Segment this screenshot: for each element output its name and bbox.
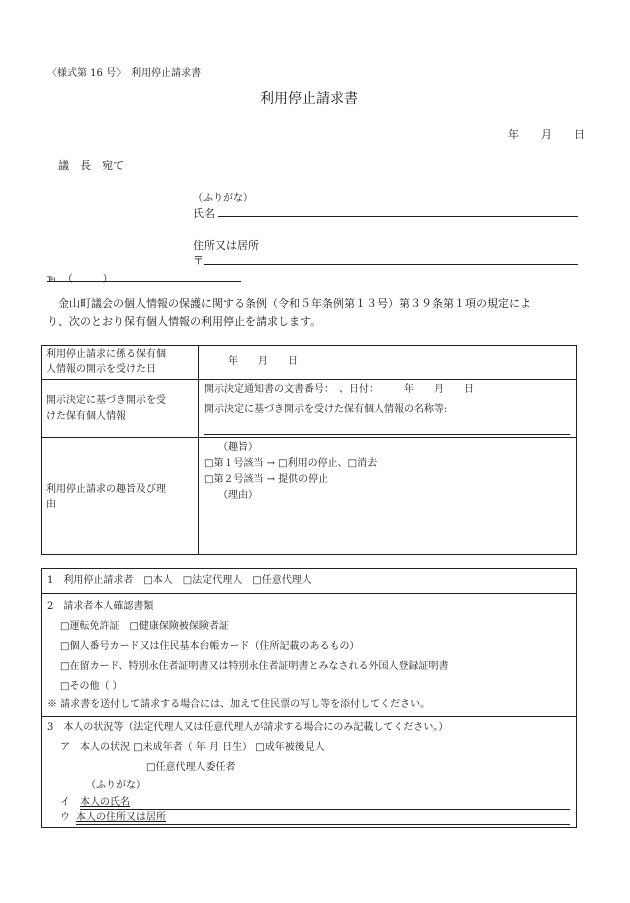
row3-reason-label: （理由） [218,490,258,501]
section3-title: 3 本人の状況等（法定代理人又は任意代理人が請求する場合にのみ記載してください。） [47,722,449,733]
row3-purpose-label: （趣旨） [218,442,258,453]
section2-title: 2 請求者本人確認書類 [47,601,154,612]
lower-table-sep-1 [41,593,577,594]
row1-label-line1: 利用停止請求に係る保有個 [46,349,166,360]
row3-option-2[interactable]: □第２号該当 → 提供の停止 [204,474,329,485]
row2-name-field[interactable] [204,434,570,435]
section3-address-field[interactable] [76,824,570,825]
section2-item-3[interactable]: □在留カード、特別永住者証明書又は特別永住者証明書とみなされる外国人登録証明書 [60,661,449,672]
section3-status-line2[interactable]: □任意代理人委任者 [146,762,236,773]
name-field[interactable] [218,216,578,217]
row2-value-line2: 開示決定に基づき開示を受けた保有個人情報の名称等: [204,404,448,415]
date-line: 年 月 日 [508,128,585,141]
row2-label-line1: 開示決定に基づき開示を受 [46,395,166,406]
row3-label-line1: 利用停止請求の趣旨及び理 [46,484,166,495]
row2-label-line2: けた保有個人情報 [46,411,126,422]
section2-item-1[interactable]: □運転免許証 □健康保険被保険者証 [60,621,229,632]
intro-line-2: り、次のとおり保有個人情報の利用停止を請求します。 [47,315,322,328]
form-number: 〈様式第 16 号〉 利用停止請求書 [47,68,202,79]
tel-label: ℡ （ ） [47,274,113,285]
row1-label-line2: 人情報の開示を受けた日 [46,364,156,375]
section3-furigana: （ふりがな） [86,780,146,791]
row2-value-line1: 開示決定通知書の文書番号： 、日付： 年 月 日 [204,384,474,395]
address-field[interactable] [204,264,578,265]
main-table-row-sep-1 [41,379,577,380]
name-label: 氏名 [193,207,215,220]
page-title: 利用停止請求書 [260,91,358,107]
section3-address-label: 本人の住所又は居所 [76,812,166,823]
address-label: 住所又は居所 [193,239,259,252]
section3-address-prefix: ウ [60,812,70,823]
furigana-label: （ふりがな） [193,193,253,204]
row3-label-line2: 由 [46,499,56,510]
section1-requester[interactable]: 1 利用停止請求者 □本人 □法定代理人 □任意代理人 [47,575,312,586]
postal-mark: 〒 [193,254,204,267]
row3-option-1[interactable]: □第１号該当 → □利用の停止、□消去 [204,458,378,469]
section2-note: ※ 請求書を送付して請求する場合には、加えて住民票の写し等を添付してください。 [47,699,431,710]
main-table-row-sep-2 [41,437,577,438]
section3-name-label: 本人の氏名 [80,797,130,808]
section2-item-2[interactable]: □個人番号カード又は住民基本台帳カード（住所記載のあるもの） [60,641,360,652]
main-table-divider [198,345,199,555]
section3-status-line1[interactable]: ア 本人の状況 □未成年者（ 年 月 日生） □成年被後見人 [60,742,325,753]
addressee: 議 長 宛て [58,159,124,172]
section2-item-4[interactable]: □その他（ ） [60,681,123,692]
lower-table-sep-2 [41,716,577,717]
tel-field[interactable] [47,281,241,282]
section3-name-prefix: イ [60,797,70,808]
row1-date-value[interactable]: 年 月 日 [228,356,298,367]
intro-line-1: 金山町議会の個人情報の保護に関する条例（令和５年条例第１３号）第３９条第１項の規定によ [47,297,531,310]
